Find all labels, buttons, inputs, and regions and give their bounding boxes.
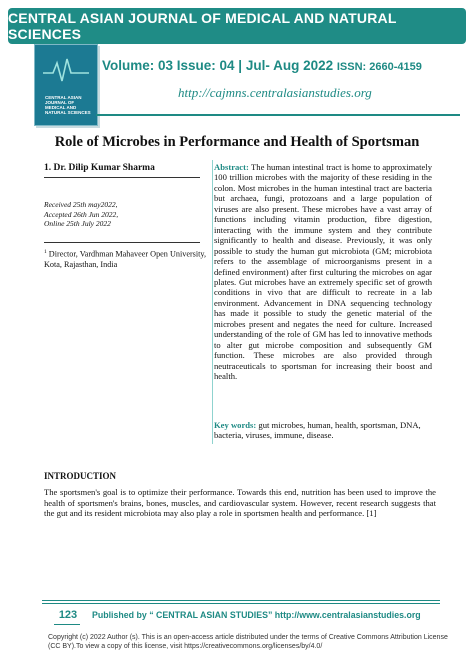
author-name: 1. Dr. Dilip Kumar Sharma	[44, 163, 155, 173]
received-date: Received 25th may2022,	[44, 200, 118, 209]
abstract-text: The human intestinal tract is home to approximately 100 trillion microbes with the majority of these residing in the colon. Most microbes in the human intestinal tract are bacteria but archaea, fungi, protozoans and a large population of viruses are also present. These microbes have a vast array of functions including vitamin production, fibre digestion, interacting with the immune system and they contribute significantly to health and disease. Previously, it was only possible to study the human gut microbiota (GM; microbiota refers to the assemblage of microorganisms present in a defined environment) after first culturing the microbes on agar plates. Gut microbes have an extremely specific set of growth conditions in vivo that are difficult to recreate in a lab environment. Advancement in DNA sequencing technology has made it possible to study the genetic material of the microbes present and negates the need for culture. Increased understanding of the role of GM has led to innovative methods to alter gut microbe composition and subsequently GM function. These microbes are also provided through neutraceuticals to sportsman for increasing their boost and health.	[214, 162, 432, 382]
affiliation-mark: 1	[44, 249, 47, 255]
copyright-notice: Copyright (c) 2022 Author (s). This is an open-access article distributed under the terms of Creative Commons Attribution License (CC BY).To view a copy of this license, visit https://creativecommons.org/licenses/by/4.0/	[48, 634, 448, 650]
page-number: 123	[58, 609, 78, 621]
affiliation	[44, 247, 214, 270]
author-divider	[44, 177, 200, 178]
header-divider	[96, 114, 460, 116]
journal-cover-image	[34, 44, 98, 126]
online-date: Online 25th July 2022	[44, 219, 111, 228]
intro-heading: INTRODUCTION	[44, 471, 117, 481]
footer-divider-thin	[42, 603, 440, 604]
intro-text: The sportsmen's goal is to optimize their performance. Towards this end, nutrition has been used to improve the health of sportsmen's brains, bones, muscles, and cardiovascular system. However, recent research suggests that the gut and its resident microbiota may also play a role in sportsmen health and performance. [1]	[44, 487, 436, 518]
journal-banner	[8, 8, 466, 44]
abstract	[214, 162, 432, 382]
keywords-label: Key words:	[214, 420, 257, 430]
issue-info	[102, 58, 462, 73]
pulse-icon	[43, 55, 89, 85]
keywords	[214, 420, 432, 441]
issn-label: ISSN: 2660-4159	[336, 61, 422, 73]
footer-divider	[42, 600, 440, 601]
publisher-line[interactable]: Published by “ CENTRAL ASIAN STUDIES” http://www.centralasianstudies.org	[92, 610, 421, 620]
page-number-underline	[54, 624, 80, 625]
keywords-text: gut microbes, human, health, sportsman, DNA, bacteria, viruses, immune, disease.	[214, 420, 421, 441]
article-title: Role of Microbes in Performance and Health of Sportsman	[54, 134, 420, 150]
article-dates	[44, 200, 118, 229]
accepted-date: Accepted 26th Jun 2022,	[44, 209, 119, 219]
cover-title: CENTRAL ASIAN JOURNAL OF MEDICAL AND NATURAL SCIENCES	[45, 95, 91, 115]
affiliation-divider	[44, 242, 200, 243]
journal-name: CENTRAL ASIAN JOURNAL OF MEDICAL AND NATURAL SCIENCES	[8, 10, 397, 42]
abstract-label: Abstract:	[214, 162, 249, 172]
journal-url-link[interactable]: http://cajmns.centralasianstudies.org	[178, 85, 372, 100]
issue-label: Volume: 03 Issue: 04 | Jul- Aug 2022	[102, 58, 334, 73]
affiliation-text: Director, Vardhman Mahaveer Open University, Kota, Rajasthan, India	[44, 249, 207, 269]
